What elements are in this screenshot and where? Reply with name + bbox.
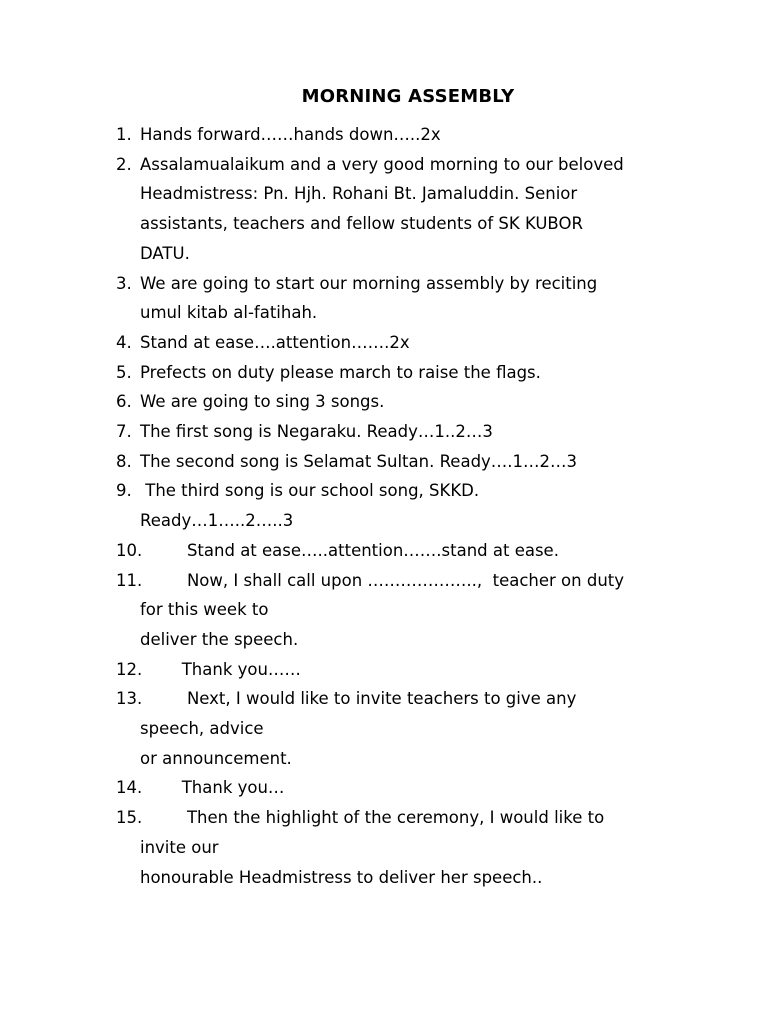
list-item-line: The second song is Selamat Sultan. Ready….1…2…3 bbox=[140, 451, 578, 471]
list-item-number: 5. bbox=[116, 362, 132, 382]
list-item-line: Prefects on duty please march to raise the flags. bbox=[140, 362, 541, 382]
list-item-line: umul kitab al-fatihah. bbox=[140, 303, 318, 323]
list-item-line: DATU. bbox=[140, 243, 190, 263]
list-item bbox=[0, 684, 768, 773]
list-item-number: 10. bbox=[116, 540, 143, 560]
list-item-line: Thank you… bbox=[145, 778, 285, 798]
list-item-number: 2. bbox=[116, 154, 132, 174]
list-item-line: The first song is Negaraku. Ready…1..2…3 bbox=[140, 422, 493, 442]
list-item-number: 15. bbox=[116, 808, 143, 828]
list-item-line: Now, I shall call upon ……………….., teacher on duty bbox=[145, 570, 625, 590]
list-item bbox=[0, 476, 768, 535]
list-item bbox=[0, 566, 768, 655]
list-item-number: 14. bbox=[116, 778, 143, 798]
list-item-line: Ready…1…..2…..3 bbox=[140, 511, 294, 531]
list-item-line: Headmistress: Pn. Hjh. Rohani Bt. Jamaluddin. Senior bbox=[140, 184, 578, 204]
list-item-number: 1. bbox=[116, 125, 132, 144]
list-item bbox=[0, 387, 768, 417]
list-item bbox=[0, 655, 768, 685]
list-item-line: speech, advice bbox=[140, 719, 264, 739]
list-item-line: Then the highlight of the ceremony, I would like to bbox=[145, 808, 605, 828]
document-title: MORNING ASSEMBLY bbox=[301, 86, 515, 107]
assembly-script-list bbox=[0, 120, 768, 892]
list-item-line: We are going to sing 3 songs. bbox=[140, 392, 385, 412]
list-item-number: 12. bbox=[116, 659, 143, 679]
list-item-number: 7. bbox=[116, 422, 132, 442]
list-item bbox=[0, 417, 768, 447]
list-item bbox=[0, 150, 768, 269]
list-item bbox=[0, 536, 768, 566]
list-item-line: Stand at ease…..attention…….stand at ease. bbox=[145, 540, 559, 560]
list-item-number: 11. bbox=[116, 570, 143, 590]
list-item bbox=[0, 803, 768, 892]
list-item-line: or announcement. bbox=[140, 748, 292, 768]
list-item-number: 9. bbox=[116, 481, 132, 501]
list-item bbox=[0, 773, 768, 803]
list-item-line: Thank you…… bbox=[145, 659, 301, 679]
list-item bbox=[0, 120, 768, 150]
list-item bbox=[0, 447, 768, 477]
list-item bbox=[0, 358, 768, 388]
list-item-line: deliver the speech. bbox=[140, 629, 299, 649]
list-item-line: for this week to bbox=[140, 600, 269, 620]
list-item-number: 3. bbox=[116, 273, 132, 293]
list-item-line: The third song is our school song, SKKD. bbox=[140, 481, 480, 501]
list-item-line: assistants, teachers and fellow students of SK KUBOR bbox=[140, 214, 583, 234]
list-item-line: Hands forward……hands down…..2x bbox=[140, 125, 441, 144]
list-item-number: 6. bbox=[116, 392, 132, 412]
list-item-number: 4. bbox=[116, 332, 132, 352]
list-item-line: We are going to start our morning assembly by reciting bbox=[140, 273, 598, 293]
list-item-number: 13. bbox=[116, 689, 143, 709]
list-item-number: 8. bbox=[116, 451, 132, 471]
list-item-line: Assalamualaikum and a very good morning to our beloved bbox=[140, 154, 624, 174]
list-item-line: invite our bbox=[140, 837, 219, 857]
list-item bbox=[0, 269, 768, 328]
list-item-line: Stand at ease….attention…….2x bbox=[140, 332, 410, 352]
list-item-line: Next, I would like to invite teachers to give any bbox=[145, 689, 577, 709]
list-item-line: honourable Headmistress to deliver her speech.. bbox=[140, 867, 543, 887]
list-item bbox=[0, 328, 768, 358]
